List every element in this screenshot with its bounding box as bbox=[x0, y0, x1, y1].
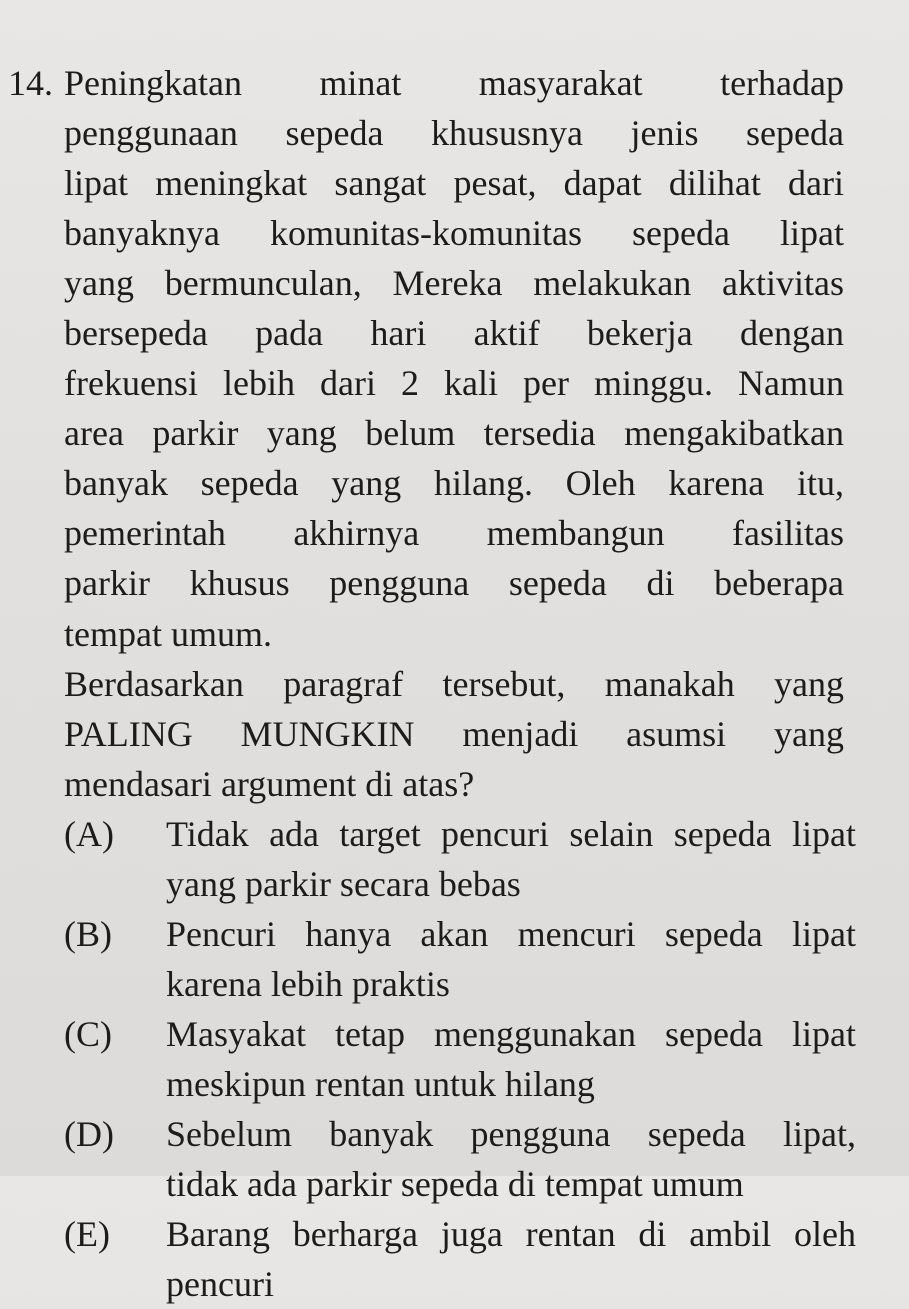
prompt-line: mendasari argument di atas? bbox=[64, 763, 475, 804]
paragraph-line: pemerintah akhirnya membangun fasilitas bbox=[64, 513, 844, 554]
paragraph-line: yang bermunculan, Mereka melakukan aktivitas bbox=[64, 263, 844, 304]
question-number: 14. bbox=[8, 63, 53, 103]
option-letter: (A) bbox=[64, 813, 114, 854]
paragraph-line: parkir khusus pengguna sepeda di beberapa bbox=[64, 563, 844, 604]
option-letter: (E) bbox=[64, 1214, 110, 1255]
paragraph-line: Peningkatan minat masyarakat terhadap bbox=[64, 63, 844, 103]
paragraph-line: banyak sepeda yang hilang. Oleh karena itu, bbox=[64, 463, 844, 504]
paragraph-line: frekuensi lebih dari 2 kali per minggu. Namun bbox=[64, 363, 844, 404]
option-text: meskipun rentan untuk hilang bbox=[166, 1063, 595, 1104]
paragraph-line: area parkir yang belum tersedia mengakibatkan bbox=[64, 413, 844, 454]
paragraph-line: banyaknya komunitas-komunitas sepeda lipat bbox=[64, 213, 844, 254]
option-text: Barang berharga juga rentan di ambil oleh bbox=[166, 1214, 856, 1255]
option-letter: (C) bbox=[64, 1013, 112, 1054]
option-text: tidak ada parkir sepeda di tempat umum bbox=[166, 1164, 744, 1205]
prompt-line: Berdasarkan paragraf tersebut, manakah yang bbox=[64, 663, 844, 704]
option-text: yang parkir secara bebas bbox=[166, 863, 521, 904]
paragraph-line: tempat umum. bbox=[64, 613, 272, 654]
paragraph-line: penggunaan sepeda khususnya jenis sepeda bbox=[64, 113, 844, 154]
prompt-line: PALING MUNGKIN menjadi asumsi yang bbox=[64, 713, 844, 754]
option-text: pencuri bbox=[166, 1264, 274, 1305]
option-text: Masyakat tetap menggunakan sepeda lipat bbox=[166, 1013, 856, 1054]
option-text: Tidak ada target pencuri selain sepeda lipat bbox=[166, 813, 856, 854]
option-letter: (D) bbox=[64, 1113, 114, 1154]
option-text: Pencuri hanya akan mencuri sepeda lipat bbox=[166, 913, 856, 954]
option-text: karena lebih praktis bbox=[166, 963, 450, 1004]
paragraph-line: bersepeda pada hari aktif bekerja dengan bbox=[64, 313, 844, 354]
paragraph-line: lipat meningkat sangat pesat, dapat dilihat dari bbox=[64, 163, 844, 204]
option-letter: (B) bbox=[64, 913, 112, 954]
option-text: Sebelum banyak pengguna sepeda lipat, bbox=[166, 1113, 856, 1154]
